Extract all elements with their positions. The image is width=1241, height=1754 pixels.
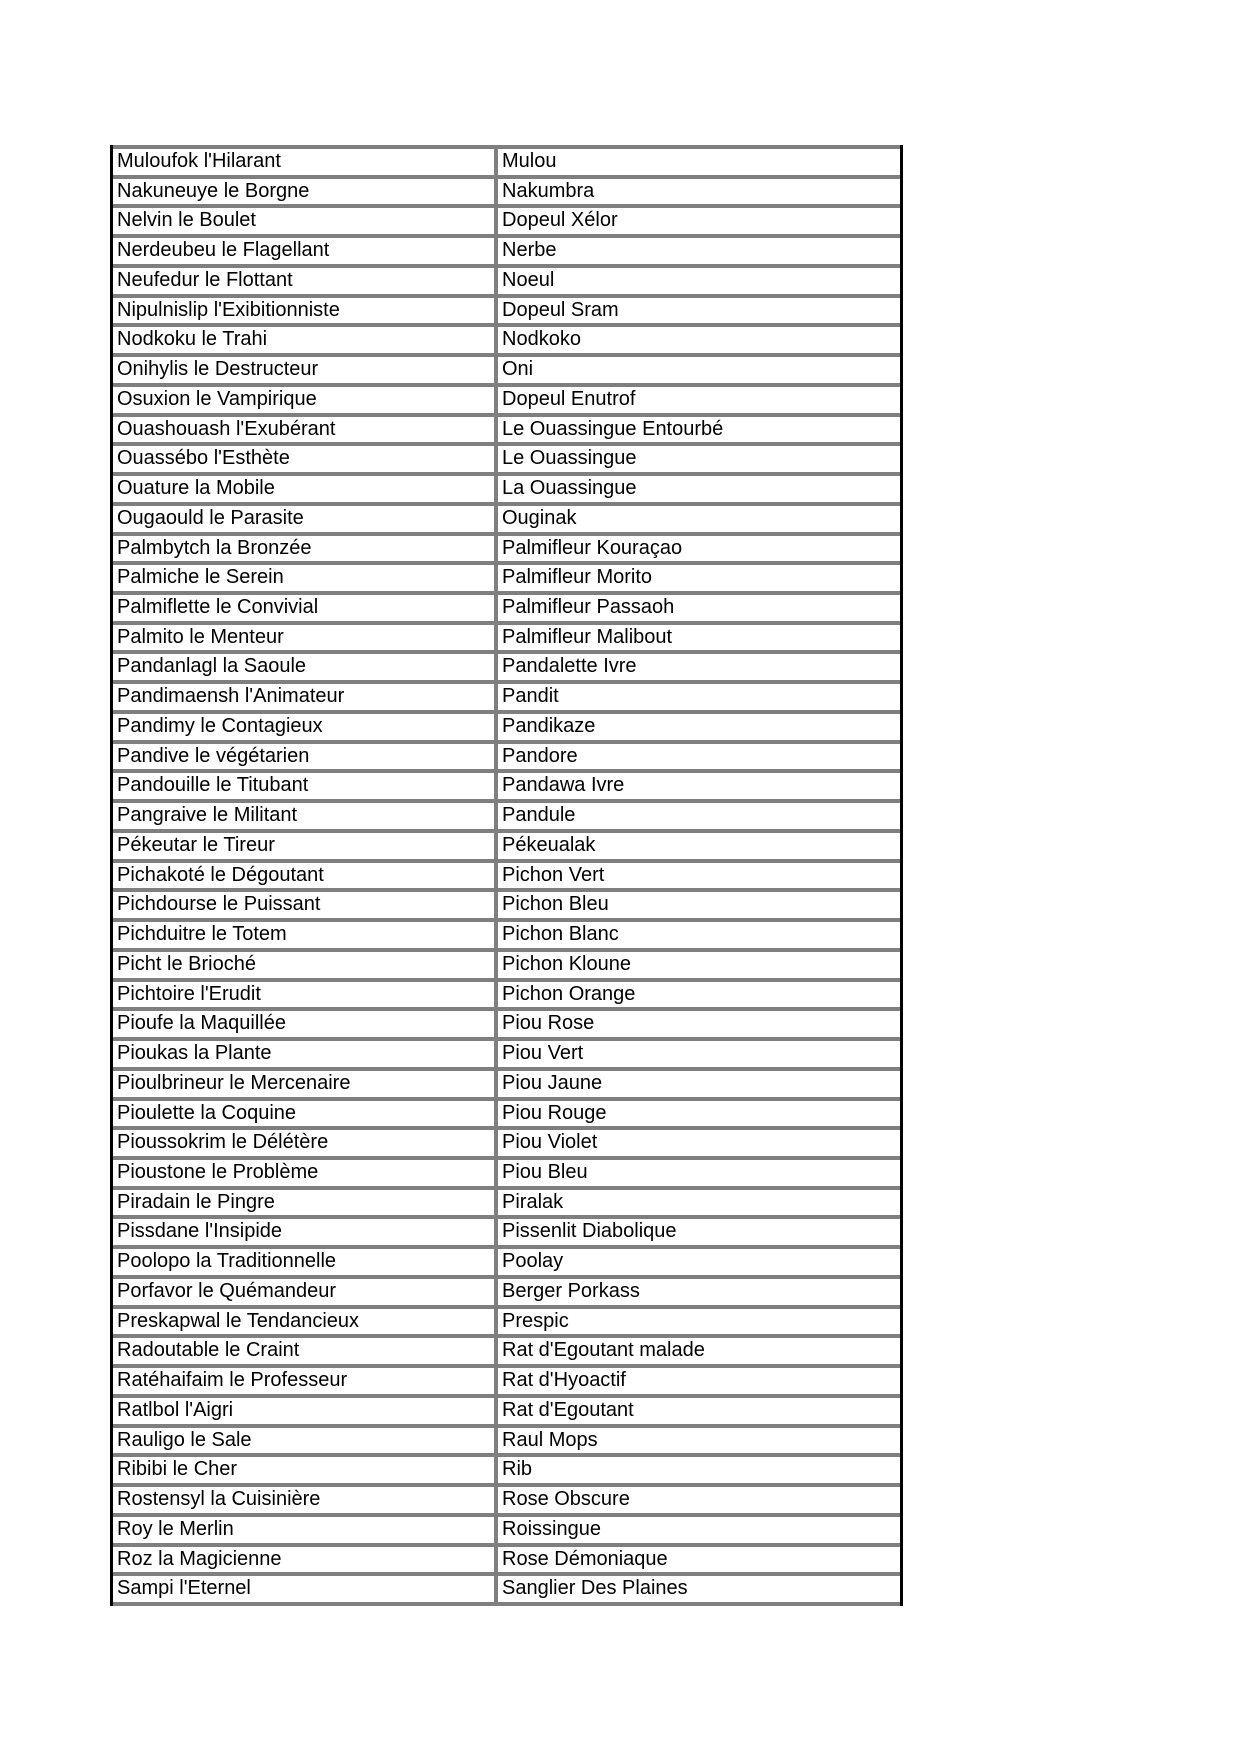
table-row bbox=[113, 264, 900, 294]
cell-name: Palmbytch la Bronzée bbox=[113, 536, 498, 562]
cell-name: Pichduitre le Totem bbox=[113, 922, 498, 948]
cell-monster: Pichon Vert bbox=[502, 863, 605, 886]
cell-monster: Piou Rose bbox=[502, 1012, 595, 1035]
cell-name: Pandive le végétarien bbox=[113, 744, 498, 770]
cell-monster: Rat d'Egoutant malade bbox=[502, 1339, 705, 1362]
cell-monster: La Ouassingue bbox=[502, 477, 637, 500]
cell-name: Pandimy le Contagieux bbox=[113, 714, 498, 740]
cell-monster: Piou Rouge bbox=[502, 1101, 607, 1124]
table-row bbox=[113, 294, 900, 324]
cell-name: Pandouille le Titubant bbox=[113, 773, 498, 799]
table-row bbox=[113, 145, 900, 175]
cell-monster: Noeul bbox=[502, 268, 555, 291]
table-row bbox=[113, 442, 900, 472]
table-row bbox=[113, 532, 900, 562]
cell-name: Nakuneuye le Borgne bbox=[113, 179, 498, 205]
table-row bbox=[113, 1245, 900, 1275]
table-row bbox=[113, 1037, 900, 1067]
table-row bbox=[113, 561, 900, 591]
cell-monster: Pandalette Ivre bbox=[502, 655, 637, 678]
cell-monster: Raul Mops bbox=[502, 1428, 598, 1451]
cell-monster: Le Ouassingue bbox=[502, 447, 637, 470]
table-row bbox=[113, 1543, 900, 1573]
table-row bbox=[113, 1097, 900, 1127]
table-row bbox=[113, 1513, 900, 1543]
cell-monster: Pandore bbox=[502, 744, 578, 767]
cell-name: Pissdane l'Insipide bbox=[113, 1219, 498, 1245]
cell-name: Preskapwal le Tendancieux bbox=[113, 1309, 498, 1335]
cell-name: Pandanlagl la Saoule bbox=[113, 654, 498, 680]
table-row bbox=[113, 859, 900, 889]
cell-monster: Rib bbox=[502, 1458, 533, 1481]
cell-name: Nipulnislip l'Exibitionniste bbox=[113, 298, 498, 324]
cell-name: Roz la Magicienne bbox=[113, 1547, 498, 1573]
cell-monster: Pichon Kloune bbox=[502, 952, 631, 975]
table-row bbox=[113, 1334, 900, 1364]
cell-name: Radoutable le Craint bbox=[113, 1338, 498, 1364]
cell-name: Pandimaensh l'Animateur bbox=[113, 684, 498, 710]
cell-name: Pangraive le Militant bbox=[113, 803, 498, 829]
cell-monster: Pékeualak bbox=[502, 833, 596, 856]
cell-monster: Palmifleur Malibout bbox=[502, 625, 673, 648]
cell-name: Pichakoté le Dégoutant bbox=[113, 863, 498, 889]
table-row bbox=[113, 888, 900, 918]
cell-name: Picht le Brioché bbox=[113, 952, 498, 978]
cell-name: Rauligo le Sale bbox=[113, 1428, 498, 1454]
table-row bbox=[113, 1186, 900, 1216]
cell-monster: Pandawa Ivre bbox=[502, 774, 625, 797]
table-row bbox=[113, 799, 900, 829]
table-row bbox=[113, 621, 900, 651]
table-row bbox=[113, 1007, 900, 1037]
table-row bbox=[113, 650, 900, 680]
table-row bbox=[113, 591, 900, 621]
cell-monster: Nerbe bbox=[502, 239, 557, 262]
cell-name: Pékeutar le Tireur bbox=[113, 833, 498, 859]
cell-name: Nerdeubeu le Flagellant bbox=[113, 238, 498, 264]
cell-name: Sampi l'Eternel bbox=[113, 1576, 498, 1602]
cell-monster: Nodkoko bbox=[502, 328, 581, 351]
table-row bbox=[113, 1483, 900, 1513]
table-row bbox=[113, 769, 900, 799]
table-row bbox=[113, 472, 900, 502]
table-row bbox=[113, 502, 900, 532]
cell-monster: Rat d'Egoutant bbox=[502, 1398, 634, 1421]
cell-monster: Pichon Orange bbox=[502, 982, 636, 1005]
cell-monster: Piou Bleu bbox=[502, 1160, 588, 1183]
cell-name: Piradain le Pingre bbox=[113, 1190, 498, 1216]
cell-name: Ribibi le Cher bbox=[113, 1457, 498, 1483]
cell-name: Osuxion le Vampirique bbox=[113, 387, 498, 413]
cell-name: Muloufok l'Hilarant bbox=[113, 149, 498, 175]
cell-name: Palmito le Menteur bbox=[113, 625, 498, 651]
cell-name: Nodkoku le Trahi bbox=[113, 327, 498, 353]
table-row bbox=[113, 948, 900, 978]
cell-monster: Palmifleur Morito bbox=[502, 566, 653, 589]
cell-monster: Piou Jaune bbox=[502, 1071, 603, 1094]
cell-name: Palmiche le Serein bbox=[113, 565, 498, 591]
cell-name: Pioulbrineur le Mercenaire bbox=[113, 1071, 498, 1097]
cell-name: Ouassébo l'Esthète bbox=[113, 446, 498, 472]
cell-name: Pioukas la Plante bbox=[113, 1041, 498, 1067]
cell-monster: Sanglier Des Plaines bbox=[502, 1577, 688, 1600]
cell-monster: Pandule bbox=[502, 804, 576, 827]
table-row bbox=[113, 413, 900, 443]
cell-name: Ouashouash l'Exubérant bbox=[113, 417, 498, 443]
cell-monster: Dopeul Xélor bbox=[502, 209, 618, 232]
table-row bbox=[113, 1305, 900, 1335]
table-row bbox=[113, 1126, 900, 1156]
cell-monster: Berger Porkass bbox=[502, 1279, 640, 1302]
cell-name: Palmiflette le Convivial bbox=[113, 595, 498, 621]
cell-name: Roy le Merlin bbox=[113, 1517, 498, 1543]
table-row bbox=[113, 383, 900, 413]
cell-name: Poolopo la Traditionnelle bbox=[113, 1249, 498, 1275]
cell-monster: Pandit bbox=[502, 685, 559, 708]
table-row bbox=[113, 1424, 900, 1454]
cell-name: Pichtoire l'Erudit bbox=[113, 982, 498, 1008]
cell-monster: Pissenlit Diabolique bbox=[502, 1220, 677, 1243]
table-row bbox=[113, 918, 900, 948]
table-row bbox=[113, 1067, 900, 1097]
table-row bbox=[113, 1156, 900, 1186]
cell-name: Onihylis le Destructeur bbox=[113, 357, 498, 383]
table-row bbox=[113, 1364, 900, 1394]
table-row bbox=[113, 323, 900, 353]
cell-monster: Poolay bbox=[502, 1250, 564, 1273]
cell-name: Pioulette la Coquine bbox=[113, 1101, 498, 1127]
cell-monster: Pandikaze bbox=[502, 714, 596, 737]
spreadsheet-table bbox=[110, 145, 903, 1606]
cell-monster: Palmifleur Passaoh bbox=[502, 596, 675, 619]
cell-monster: Pichon Blanc bbox=[502, 923, 619, 946]
table-row bbox=[113, 353, 900, 383]
cell-name: Ratlbol l'Aigri bbox=[113, 1398, 498, 1424]
cell-name: Pioussokrim le Délétère bbox=[113, 1130, 498, 1156]
cell-monster: Pichon Bleu bbox=[502, 893, 609, 916]
table-row bbox=[113, 175, 900, 205]
cell-monster: Palmifleur Kouraçao bbox=[502, 536, 683, 559]
cell-monster: Oni bbox=[502, 358, 534, 381]
table-row bbox=[113, 204, 900, 234]
table-row bbox=[113, 710, 900, 740]
cell-name: Porfavor le Quémandeur bbox=[113, 1279, 498, 1305]
cell-monster: Nakumbra bbox=[502, 179, 595, 202]
cell-monster: Le Ouassingue Entourbé bbox=[502, 417, 724, 440]
table-row bbox=[113, 1275, 900, 1305]
cell-name: Nelvin le Boulet bbox=[113, 208, 498, 234]
cell-monster: Roissingue bbox=[502, 1517, 601, 1540]
table-row bbox=[113, 1572, 900, 1606]
cell-monster: Piou Vert bbox=[502, 1042, 584, 1065]
cell-monster: Rat d'Hyoactif bbox=[502, 1369, 626, 1392]
cell-monster: Dopeul Sram bbox=[502, 298, 619, 321]
cell-monster: Dopeul Enutrof bbox=[502, 387, 636, 410]
cell-name: Ougaould le Parasite bbox=[113, 506, 498, 532]
table-row bbox=[113, 234, 900, 264]
cell-monster: Prespic bbox=[502, 1309, 569, 1332]
cell-name: Rostensyl la Cuisinière bbox=[113, 1487, 498, 1513]
table-row bbox=[113, 1215, 900, 1245]
table-row bbox=[113, 1394, 900, 1424]
cell-name: Pichdourse le Puissant bbox=[113, 892, 498, 918]
cell-name: Ratéhaifaim le Professeur bbox=[113, 1368, 498, 1394]
cell-name: Pioustone le Problème bbox=[113, 1160, 498, 1186]
cell-monster: Rose Démoniaque bbox=[502, 1547, 668, 1570]
table-row bbox=[113, 978, 900, 1008]
table-row bbox=[113, 1453, 900, 1483]
cell-monster: Rose Obscure bbox=[502, 1488, 630, 1511]
table-row bbox=[113, 680, 900, 710]
cell-name: Pioufe la Maquillée bbox=[113, 1011, 498, 1037]
table-row bbox=[113, 740, 900, 770]
cell-monster: Piou Violet bbox=[502, 1131, 598, 1154]
table-row bbox=[113, 829, 900, 859]
cell-monster: Piralak bbox=[502, 1190, 564, 1213]
cell-name: Ouature la Mobile bbox=[113, 476, 498, 502]
cell-monster: Ouginak bbox=[502, 506, 577, 529]
cell-monster: Mulou bbox=[502, 150, 557, 172]
cell-name: Neufedur le Flottant bbox=[113, 268, 498, 294]
